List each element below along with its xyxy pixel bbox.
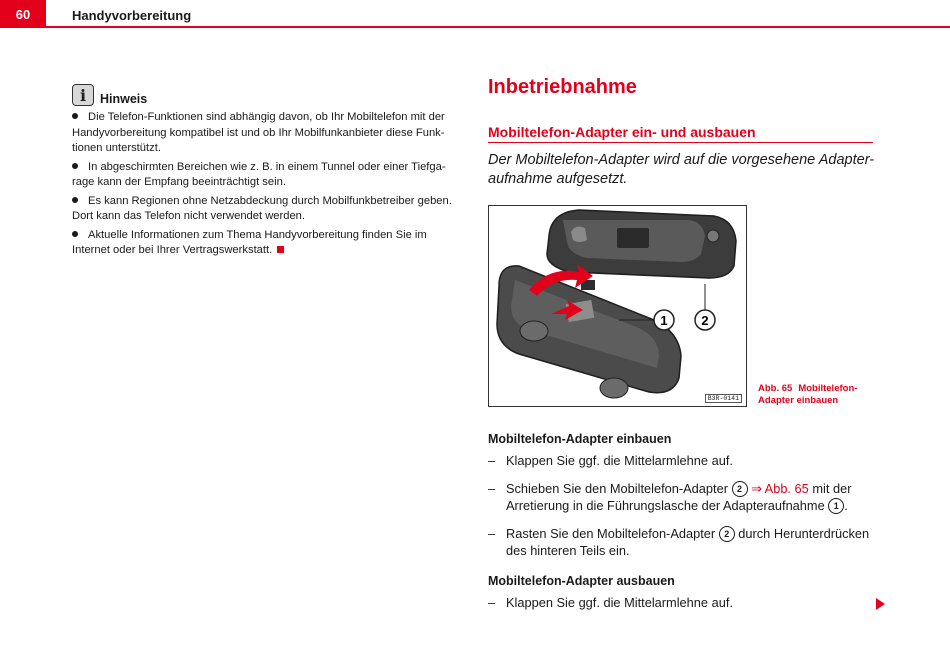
caption-number: Abb. 65 [758,383,793,394]
figure-caption [758,383,878,407]
install-step-1: – Klappen Sie ggf. die Mittelarmlehne auf. [488,453,733,468]
info-icon: i [72,84,94,106]
remove-section [488,574,888,611]
continue-arrow-icon[interactable] [876,598,885,610]
bullet-icon [72,197,78,203]
note-header [72,82,462,106]
install-section [488,432,888,559]
header-title: Handyvorbereitung [72,8,192,23]
callout-ref-1: 1 [828,498,844,514]
bullet-icon [72,163,78,169]
note-title: Hinweis [100,92,148,106]
page-number: 60 [0,0,46,28]
note-item: In abgeschirmten Bereichen wie z. B. in einem Tunnel oder einer Tiefga-rage kann der Empfang beeinträchtigt sein. [72,160,446,188]
install-step-3: – Rasten Sie den Mobiltelefon-Adapter 2 durch Herunterdrücken des hinteren Teils ein. [488,526,870,558]
install-heading: Mobiltelefon-Adapter einbauen [488,432,672,446]
caption-text: Mobiltelefon-Adapter einbauen [758,383,858,406]
end-mark-icon [277,246,284,253]
figure-link[interactable]: ⇒ Abb. 65 [751,481,809,496]
callout-ref-2: 2 [732,481,748,497]
note-item: Aktuelle Informationen zum Thema Handyvorbereitung finden Sie im Internet oder bei Ihrer Vertragswerkstatt. [72,228,427,256]
install-step-2: – Schieben Sie den Mobiltelefon-Adapter 2 ⇒ Abb. 65 mit der Arretierung in die Führungslasche der Adapteraufnahme 1 . [488,481,852,513]
section-title: Inbetriebnahme [488,76,637,98]
note-item: Die Telefon-Funktionen sind abhängig davon, ob Ihr Mobiltelefon mit der Handyvorbereitung kompatibel ist und ob Ihr Mobilfunkanbieter diese Funk-tionen unterstützt. [72,111,445,154]
figure-adapter [488,205,747,407]
note-list [72,110,462,259]
bullet-icon [72,231,78,237]
intro-text: Der Mobiltelefon-Adapter wird auf die vorgesehene Adapter-aufnahme aufgesetzt. [488,152,875,187]
header-rule [46,26,950,28]
page-header [0,0,950,28]
remove-heading: Mobiltelefon-Adapter ausbauen [488,574,675,588]
subsection-title: Mobiltelefon-Adapter ein- und ausbauen [488,124,756,140]
callout-ref-2: 2 [719,526,735,542]
note-box [72,82,462,262]
remove-step-1: – Klappen Sie ggf. die Mittelarmlehne auf. [488,595,733,610]
figure-code: B3R-0141 [705,394,742,403]
bullet-icon [72,113,78,119]
note-item: Es kann Regionen ohne Netzabdeckung durch Mobilfunkbetreiber geben. Dort kann das Telefon nicht verwendet werden. [72,194,452,222]
adapter-illustration [489,206,747,407]
callout-2-label: 2 [701,313,709,328]
callout-1-label: 1 [660,313,668,328]
subsection-rule [488,142,873,143]
